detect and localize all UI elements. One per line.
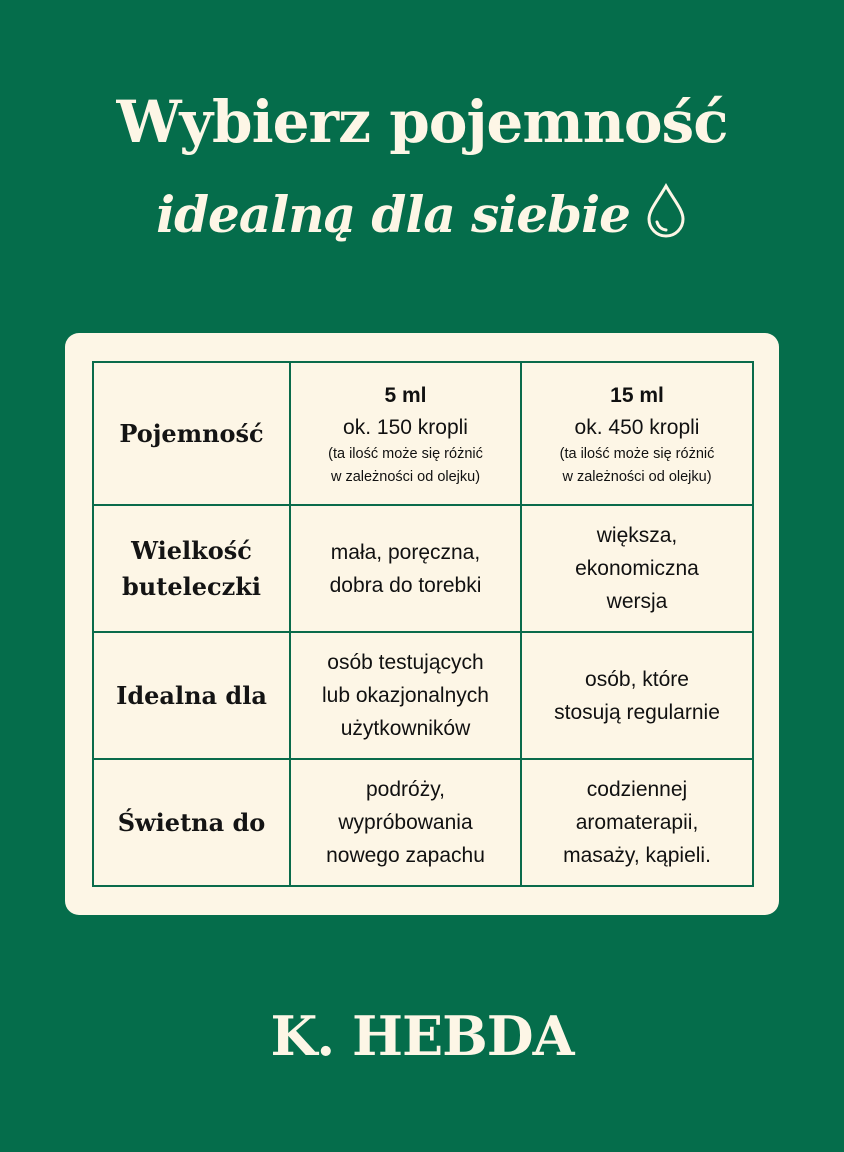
comparison-table (92, 361, 754, 887)
cell-line: wersja (606, 590, 668, 613)
cell-line: ekonomiczna (575, 557, 699, 580)
cell-15ml-ideal (521, 632, 753, 759)
note-line: (ta ilość może się różnić (559, 445, 715, 462)
note-line: (ta ilość może się różnić (328, 445, 483, 462)
drops-count: ok. 150 kropli (343, 415, 468, 439)
row-label-great-for: Świetna do (93, 759, 290, 886)
cell-line: wypróbowania (338, 811, 473, 834)
size-label: 5 ml (384, 383, 427, 407)
row-label-bottle-size (93, 505, 290, 632)
cell-5ml-capacity (290, 362, 521, 505)
cell-line: większa, (596, 524, 678, 547)
cell-15ml-great (521, 759, 753, 886)
table-row (93, 632, 753, 759)
cell-line: stosują regularnie (554, 700, 720, 724)
row-label-ideal-for: Idealna dla (93, 632, 290, 759)
size-label: 15 ml (610, 383, 664, 407)
cell-line: aromaterapii, (575, 811, 699, 834)
table-row (93, 505, 753, 632)
title-line-1: Wybierz pojemność (116, 88, 728, 156)
comparison-card (65, 333, 779, 915)
droplet-icon (644, 182, 688, 238)
cell-line: mała, poręczna, (330, 540, 481, 564)
note-line: w zależności od olejku) (330, 468, 481, 485)
note-line: w zależności od olejku) (562, 468, 712, 485)
cell-5ml-great (290, 759, 521, 886)
cell-15ml-capacity (521, 362, 753, 505)
drops-count: ok. 450 kropli (574, 415, 700, 439)
row-label-capacity: Pojemność (93, 362, 290, 505)
cell-line: nowego zapachu (326, 844, 485, 867)
cell-line: podróży, (366, 778, 445, 801)
table-row (93, 759, 753, 886)
cell-line: codziennej (586, 778, 688, 801)
brand-logo: K. HEBDA (270, 1004, 574, 1068)
cell-5ml-ideal (290, 632, 521, 759)
cell-5ml-size (290, 505, 521, 632)
title-line-2-text: idealną dla siebie (156, 185, 630, 244)
table-row (93, 362, 753, 505)
cell-line: osób, które (585, 667, 689, 691)
cell-line: użytkowników (340, 717, 471, 740)
cell-line: lub okazjonalnych (322, 684, 489, 707)
title-line-2 (0, 182, 844, 244)
cell-line: masaży, kąpieli. (563, 844, 711, 867)
cell-line: dobra do torebki (329, 573, 482, 597)
label-line: buteleczki (122, 571, 261, 601)
label-line: Wielkość (131, 535, 252, 565)
cell-15ml-size (521, 505, 753, 632)
cell-line: osób testujących (327, 651, 484, 674)
